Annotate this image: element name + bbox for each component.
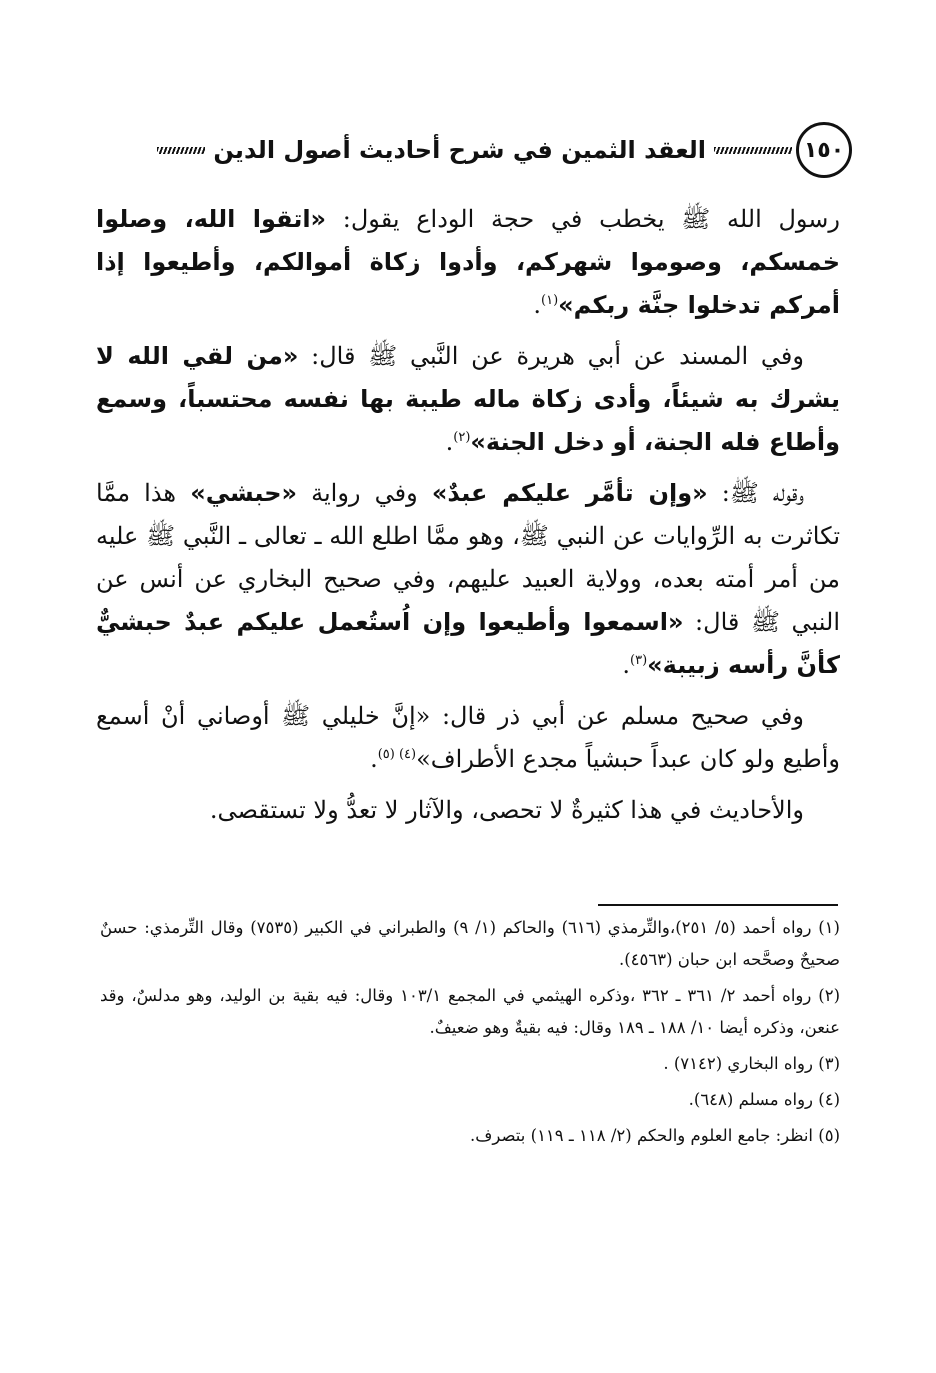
- footnote: (٥) انظر: جامع العلوم والحكم (٢/ ١١٨ ـ ١١٩) بتصرف.: [470, 1126, 840, 1145]
- text-run: .: [533, 291, 541, 319]
- paragraph: [96, 789, 840, 832]
- main-text: [96, 198, 840, 840]
- book-title: العقد الثمين في شرح أحاديث أصول الدين: [213, 136, 706, 164]
- footnotes: [100, 912, 840, 1156]
- text-run: وقوله ﷺ:: [707, 479, 804, 507]
- footnote-ref: (١): [541, 293, 559, 308]
- text-run: وفي صحيح مسلم عن أبي ذر قال: «إنَّ خليلي ﷺ أوصاني أنْ أسمع وأطيع ولو كان عبداً حبشياً مجدع الأطراف»: [96, 702, 840, 773]
- text-run: رسول الله ﷺ يخطب في حجة الوداع يقول:: [326, 205, 840, 233]
- paragraph: [96, 695, 840, 781]
- hadith-quote: «اتقوا الله، وصلوا خمسكم، وصوموا شهركم، وأدوا زكاة أموالكم، وأطيعوا إذا أمركم تدخلوا جنَّة ربكم»: [96, 205, 840, 319]
- text-run: والأحاديث في هذا كثيرةٌ لا تحصى، والآثار لا تعدُّ ولا تستقصى.: [209, 796, 804, 824]
- hadith-quote: «اسمعوا وأطيعوا وإن اُستُعمل عليكم عبدٌ حبشيٌّ كأنَّ رأسه زبيبة»: [96, 608, 840, 679]
- hadith-quote: «من لقي الله لا يشرك به شيئاً، وأدى زكاة ماله طيبة بها نفسه محتسباً، وسمع وأطاع فله الجنة، أو دخل الجنة»: [96, 342, 840, 456]
- footnote-ref: (٤) (٥): [377, 747, 417, 762]
- footnote-separator: [598, 904, 838, 906]
- text-run: .: [445, 428, 454, 456]
- footnote: (١) رواه أحمد (٥/ ٢٥١)،والتِّرمذي (٦١٦) والحاكم (١/ ٩) والطبراني في الكبير (٧٥٣٥) وقال التِّرمذي: حسنٌ صحيحٌ وصحَّحه ابن حبان (٤٥٦٣).: [100, 918, 840, 969]
- text-run: .: [370, 745, 378, 773]
- footnote-ref: (٣): [630, 653, 648, 668]
- hadith-quote: «وإن تأمَّر عليكم عبدٌ»: [431, 479, 708, 507]
- page-number: ١٥٠: [796, 122, 852, 178]
- footnote: (٣) رواه البخاري (٧١٤٢) .: [663, 1054, 840, 1073]
- header-ornament: [157, 147, 205, 154]
- text-run: هذا ممَّا تكاثرت به الرِّوايات عن النبي ﷺ، وهو ممَّا اطلع الله ـ تعالى ـ النَّبي ﷺ عليه من أمر أمته بعده، وولاية العبيد عليهم، وفي صحيح البخاري عن أنس عن النبي ﷺ قال:: [96, 479, 840, 636]
- text-run: وفي رواية: [297, 479, 432, 507]
- text-run: وفي المسند عن أبي هريرة عن النَّبي ﷺ قال:: [298, 342, 804, 370]
- paragraph: [96, 198, 840, 327]
- paragraph: [96, 335, 840, 464]
- footnote-ref: (٢): [453, 430, 471, 445]
- running-header: [92, 118, 852, 182]
- paragraph: [96, 472, 840, 687]
- hadith-quote: «حبشي»: [190, 479, 298, 507]
- footnote: (٤) رواه مسلم (٦٤٨).: [688, 1090, 840, 1109]
- footnote: (٢) رواه أحمد ٢/ ٣٦١ ـ ٣٦٢ ،وذكره الهيثمي في المجمع ١٠٣/١ وقال: فيه بقية بن الوليد، وهو مدلسٌ، وقد عنعن، وذكره أيضا ١٠/ ١٨٨ ـ ١٨٩ وقال: فيه بقيةٌ وهو ضعيفٌ.: [100, 986, 841, 1037]
- header-ornament: [714, 147, 792, 154]
- text-run: .: [622, 651, 631, 679]
